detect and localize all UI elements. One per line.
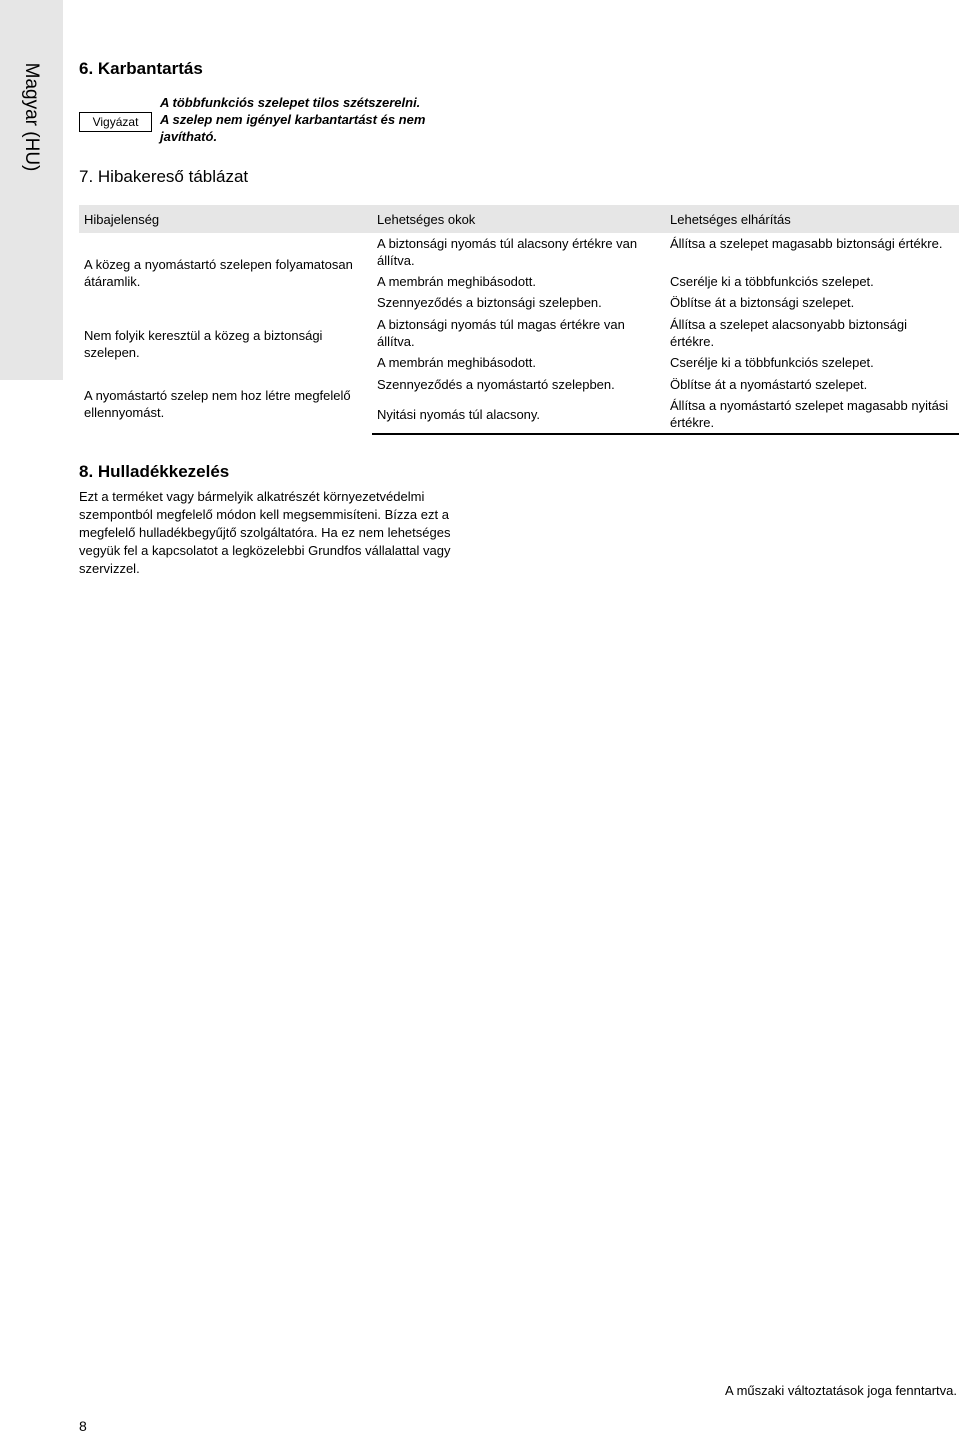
symptom-cell: A közeg a nyomástartó szelepen folyamatosan átáramlik. [84, 257, 353, 289]
cause-cell: Nyitási nyomás túl alacsony. [372, 395, 665, 434]
remedy-cell: Állítsa a szelepet magasabb biztonsági értékre. [670, 236, 943, 251]
cause-cell: Szennyeződés a biztonsági szelepben. [377, 295, 602, 310]
troubleshooting-table [79, 205, 959, 435]
header-symptom: Hibajelenség [79, 205, 372, 233]
table-header-row [79, 205, 959, 233]
cause-cell: Szennyeződés a nyomástartó szelepben. [372, 374, 665, 396]
disposal-line: szempontból megfelelő módon kell megsemmisíteni. Bízza ezt a [79, 507, 449, 522]
footer-note: A műszaki változtatások joga fenntartva. [725, 1383, 957, 1398]
cause-cell: A membrán meghibásodott. [377, 274, 536, 289]
disposal-paragraph [79, 488, 509, 578]
remedy-cell: Öblítse át a nyomástartó szelepet. [665, 374, 959, 396]
remedy-cell: Állítsa a nyomástartó szelepet magasabb nyitási értékre. [665, 395, 959, 434]
table-row [79, 314, 959, 353]
disposal-line: megfelelő hulladékbegyűjtő szolgáltatóra. Ha ez nem lehetséges [79, 525, 451, 540]
language-side-tab [0, 0, 63, 380]
page-number: 8 [79, 1418, 87, 1434]
caution-text [160, 94, 480, 145]
table-row [79, 374, 959, 396]
disposal-line: szervizzel. [79, 561, 140, 576]
section-6-title: 6. Karbantartás [79, 59, 203, 78]
header-remedy: Lehetséges elhárítás [665, 205, 959, 233]
disposal-line: Ezt a terméket vagy bármelyik alkatrészét környezetvédelmi [79, 489, 425, 504]
cause-cell: A membrán meghibásodott. [377, 355, 536, 370]
caution-line: A szelep nem igényel karbantartást és nem [160, 112, 426, 127]
header-cause: Lehetséges okok [372, 205, 665, 233]
caution-line: javítható. [160, 129, 218, 144]
cause-cell: A biztonsági nyomás túl alacsony értékre van állítva. [377, 236, 638, 268]
remedy-cell: Cserélje ki a többfunkciós szelepet. [670, 355, 874, 370]
language-label: Magyar (HU) [21, 62, 42, 172]
symptom-cell: Nem folyik keresztül a közeg a biztonsági szelepen. [79, 314, 372, 374]
disposal-line: vegyük fel a kapcsolatot a legközelebbi Grundfos vállalattal vagy [79, 543, 451, 558]
symptom-cell: A nyomástartó szelep nem hoz létre megfelelő ellennyomást. [79, 374, 372, 435]
remedy-cell: Állítsa a szelepet alacsonyabb biztonsági értékre. [665, 314, 959, 353]
caution-label: Vigyázat [79, 112, 152, 132]
cause-cell: A biztonsági nyomás túl magas értékre van állítva. [372, 314, 665, 353]
section-7-title: 7. Hibakereső táblázat [79, 167, 249, 186]
table-row [79, 233, 959, 271]
section-8-title: 8. Hulladékkezelés [79, 462, 230, 481]
remedy-cell: Öblítse át a biztonsági szelepet. [670, 295, 855, 310]
caution-line: A többfunkciós szelepet tilos szétszerelni. [160, 95, 421, 110]
remedy-cell: Cserélje ki a többfunkciós szelepet. [670, 274, 874, 289]
